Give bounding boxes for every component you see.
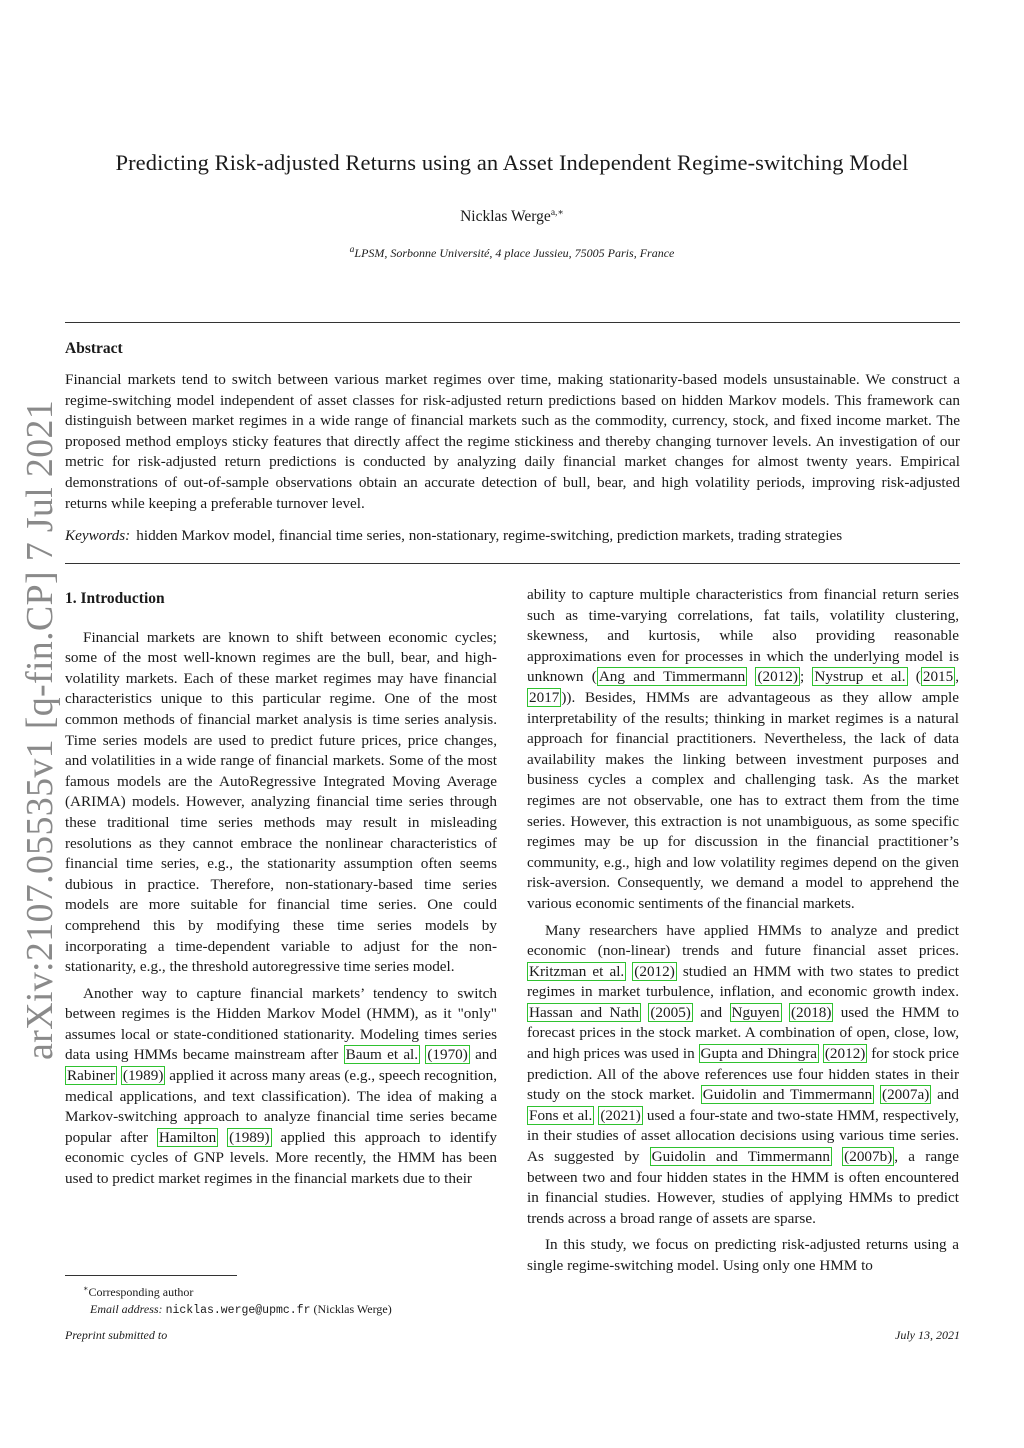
- intro-paragraph-2: [65, 984, 497, 1190]
- affiliation-text: LPSM, Sorbonne Université, 4 place Jussieu, 75005 Paris, France: [354, 246, 675, 260]
- text-span: (: [907, 668, 921, 686]
- citation-link[interactable]: (2012): [824, 1045, 866, 1063]
- citation-link[interactable]: (2007a): [882, 1086, 930, 1104]
- citation-link[interactable]: Guidolin and Timmermann: [702, 1086, 873, 1104]
- text-span: ,: [955, 668, 960, 686]
- text-span: [218, 1129, 227, 1146]
- citation-link[interactable]: (1970): [427, 1046, 468, 1064]
- arxiv-watermark-text[interactable]: arXiv:2107.05535v1 [q-fin.CP] 7 Jul 2021: [19, 399, 61, 1060]
- intro-paragraph-4: In this study, we focus on predicting risk-adjusted returns using a single regime-switching model. Using only one HMM to: [527, 1236, 959, 1274]
- citation-link[interactable]: Kritzman et al.: [529, 962, 625, 980]
- text-span: )). Besides, HMMs are advantageous as they allow ample interpretability of the results; thinking in market regimes is a natural approach for financial practitioners. Nevertheless, the lack of data availability makes the linking between investment purposes and business cycles a complex and challenging task. As the market regimes are not observable, one has to extract them from the time series. However, this extraction is not unambiguous, as some specific regimes may be up for discussion in the financial practitioner’s community, e.g., high and low volatility regimes depend on the given risk-aversion. Consequently, we demand a model to apprehend the various economic sentiments of the financial markets.: [527, 688, 959, 912]
- author-line: [0, 207, 1024, 226]
- section-heading-introduction: 1. Introduction: [65, 590, 165, 607]
- author-marks: a,∗: [550, 208, 564, 218]
- email-label: Email address:: [90, 1302, 163, 1316]
- footnote-mark: ∗: [83, 1284, 89, 1293]
- footnote-rule: [65, 1275, 237, 1276]
- citation-link[interactable]: Gupta and Dhingra: [700, 1045, 818, 1063]
- keywords-label: Keywords:: [65, 527, 131, 544]
- text-span: and: [931, 1086, 959, 1104]
- text-span: ability to capture multiple characteristics from financial return series such as time-varying correlations, fat tails, volatility clustering, skewness, and kurtosis, while also providing reasonable approximations even for processes in which the underlying model is unknown (: [527, 586, 959, 686]
- citation-link[interactable]: Guidolin and Timmermann: [651, 1148, 830, 1166]
- paper-title: Predicting Risk-adjusted Returns using an Asset Independent Regime-switching Model: [115, 150, 909, 175]
- citation-link[interactable]: (2021): [600, 1106, 641, 1124]
- affiliation: [0, 245, 1024, 261]
- footnote-text: Corresponding author: [88, 1285, 194, 1299]
- citation-link[interactable]: Hassan and Nath: [529, 1003, 640, 1021]
- citation-link[interactable]: (2018): [790, 1003, 832, 1021]
- text-span: studied an HMM with two states to predict regimes in market turbulence, inflation, and economic growth index.: [527, 962, 960, 1001]
- email-link[interactable]: nicklas.werge@upmc.fr: [165, 1304, 311, 1317]
- footnote-line-2: [65, 1301, 515, 1319]
- footnote-line-1: [65, 1280, 515, 1301]
- citation-link[interactable]: Ang and Timmermann: [598, 668, 746, 686]
- citation-link[interactable]: Rabiner: [67, 1067, 116, 1085]
- text-span: applied it across many areas (e.g., speech recognition, medical applications, and text classification). The idea of making a Markov-switching approach to analyze financial time series became popular after: [65, 1067, 497, 1146]
- text-span: applied this approach to identify economic cycles of GNP levels. More recently, the HMM has been used to predict market regimes in the financial markets due to their: [65, 1128, 498, 1188]
- citation-link[interactable]: Nystrup et al.: [814, 668, 906, 686]
- abstract-body: Financial markets tend to switch between various market regimes over time, making stationarity-based models unsustainable. We construct a regime-switching model independent of asset classes for risk-adjusted return predictions based on hidden Markov models. This framework can distinguish between market regimes in a wide range of financial markets such as the commodity, currency, stock, and fixed income market. The proposed method employs sticky features that directly affect the regime stickiness and thereby changing turnover levels. An investigation of our metric for risk-adjusted return predictions is conducted by analyzing daily financial market changes for almost twenty years. Empirical demonstrations of out-of-sample observations obtain an accurate detection of bull, bear, and high volatility periods, improving risk-adjusted returns while keeping a preferable turnover level.: [65, 371, 960, 512]
- footnote: [65, 1280, 515, 1319]
- text-span: [782, 1004, 789, 1021]
- affiliation-mark: a: [349, 245, 355, 255]
- citation-link[interactable]: (2007b): [844, 1148, 893, 1166]
- text-span: used the HMM to forecast prices in the stock market. A combination of open, close, low, and high prices was used in: [527, 1003, 960, 1063]
- citation-link[interactable]: Baum et al.: [345, 1046, 419, 1064]
- text-span: , a range between two and four hidden states in the HMM is often encountered in financial studies. However, studies of applying HMMs to predict trends across a broad range of assets are sparse.: [527, 1148, 959, 1227]
- intro-paragraph-1: Financial markets are known to shift between economic cycles; some of the most well-known regimes are the bull, bear, and high-volatility markets. Each of these market regimes may have financial characteristics unique to this particular regime. One of the most common methods of financial market analysis is time series analysis. Time series models are used to predict future prices, price changes, and volatilities in a wide range of financial markets. Some of the most famous models are the AutoRegressive Integrated Moving Average (ARIMA) models. However, analyzing financial time series through these traditional time series methods may result in misleading resolutions as they cannot embrace the nonlinear characteristics of financial time series, e.g., the stationarity assumption often seems dubious in practice. Therefore, non-stationary-based time series models are more suitable for financial time series. One could comprehend this by modifying these time series models by incorporating a time-dependent variable to adjust for the non-stationarity, e.g., the threshold autoregressive time series model.: [65, 628, 497, 976]
- citation-link[interactable]: 2017: [529, 688, 560, 706]
- keywords-text: hidden Markov model, financial time series, non-stationary, regime-switching, prediction markets, trading strategies: [136, 527, 843, 544]
- text-span: used a four-state and two-state HMM, respectively, in their studies of asset allocation decisions using various time series. As suggested by: [527, 1106, 960, 1166]
- text-span: [832, 1148, 842, 1165]
- citation-link[interactable]: (2012): [634, 962, 675, 980]
- text-span: ;: [799, 668, 813, 686]
- citation-link[interactable]: (2012): [757, 668, 798, 686]
- email-name: (Nicklas Werge): [313, 1302, 392, 1316]
- citation-link[interactable]: (1989): [122, 1067, 164, 1085]
- right-column: [527, 585, 959, 1283]
- text-span: for stock price prediction. All of the above references use four hidden states in their study on the stock market.: [527, 1045, 960, 1104]
- text-span: Another way to capture financial markets’ tendency to switch between regimes is the Hidden Markov Model (HMM), as it "only" assumes local or state-conditioned stationarity. Modeling times series data using HMMs became mainstream after: [65, 984, 497, 1064]
- author-name: Nicklas Werge: [460, 208, 551, 226]
- keywords: [65, 526, 960, 547]
- footer-preprint: Preprint submitted to: [65, 1328, 168, 1342]
- left-column: [65, 585, 497, 1196]
- citation-link[interactable]: Nguyen: [731, 1003, 780, 1021]
- text-span: and: [692, 1003, 730, 1021]
- citation-link[interactable]: 2015: [922, 668, 954, 686]
- citation-link[interactable]: (2005): [650, 1003, 691, 1021]
- intro-paragraph-3: [527, 921, 959, 1230]
- citation-link[interactable]: Fons et al.: [529, 1106, 593, 1124]
- arxiv-watermark: [18, 399, 61, 1060]
- citation-link[interactable]: Hamilton: [158, 1128, 217, 1146]
- text-span: Many researchers have applied HMMs to analyze and predict economic (non-linear) trends and future financial asset prices.: [527, 921, 959, 960]
- text-span: and: [469, 1046, 497, 1064]
- abstract-heading: Abstract: [65, 340, 123, 357]
- citation-link[interactable]: (1989): [229, 1128, 270, 1146]
- top-rule: [65, 322, 960, 323]
- intro-paragraph-2-continued: [527, 585, 959, 915]
- footer-date: July 13, 2021: [895, 1328, 960, 1342]
- abstract-bottom-rule: [65, 563, 960, 564]
